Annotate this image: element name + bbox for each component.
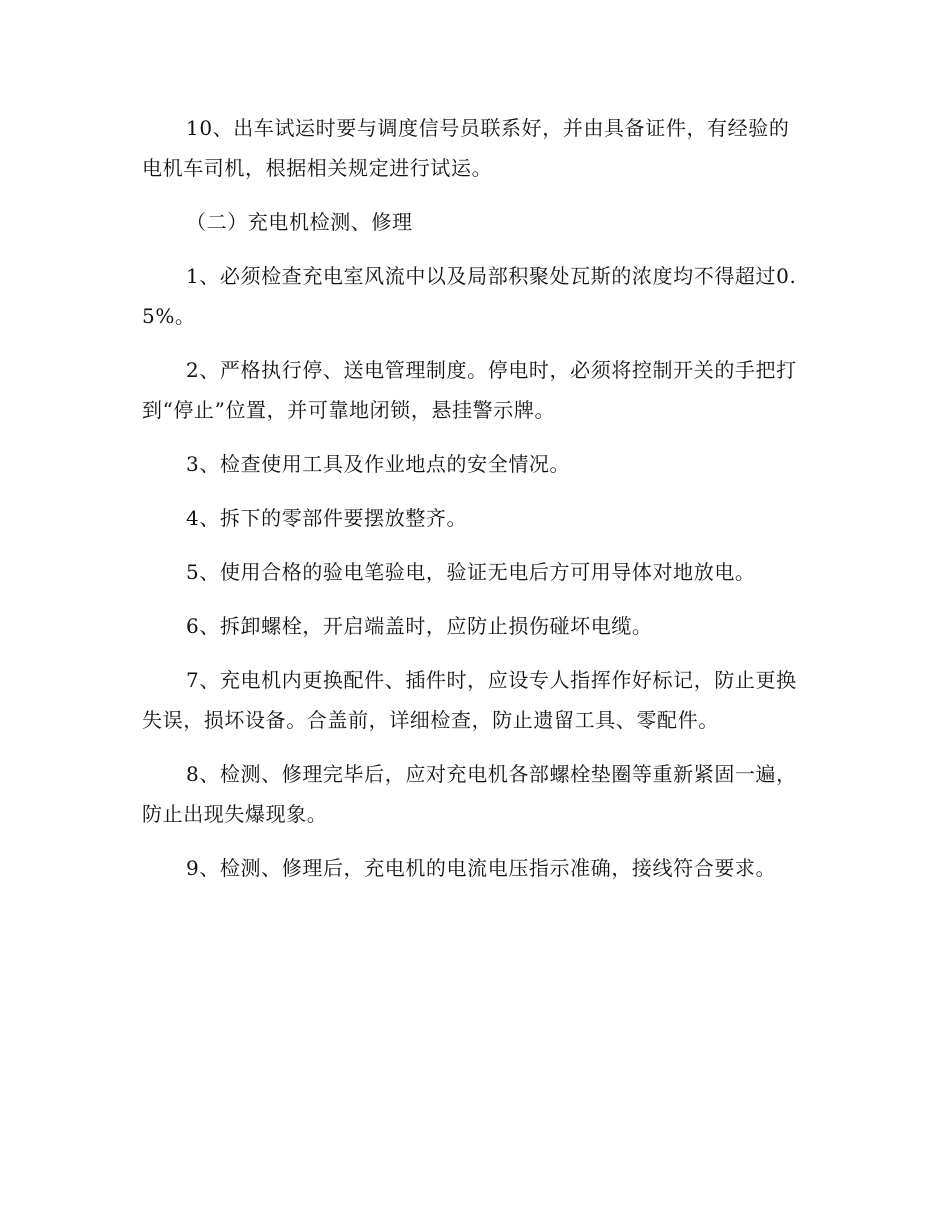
document-body bbox=[142, 108, 808, 888]
paragraph-item-4: 4、拆下的零部件要摆放整齐。 bbox=[186, 506, 468, 530]
paragraph-item-7: 7、充电机内更换配件、插件时，应设专人指挥作好标记，防止更换失误，损坏设备。合盖前，详细检查，防止遗留工具、零配件。 bbox=[142, 668, 797, 732]
paragraph-item-3: 3、检查使用工具及作业地点的安全情况。 bbox=[186, 452, 571, 476]
paragraph-item-8: 8、检测、修理完毕后，应对充电机各部螺栓垫圈等重新紧固一遍，防止出现失爆现象。 bbox=[142, 762, 797, 826]
paragraph-item-9: 9、检测、修理后，充电机的电流电压指示准确，接线符合要求。 bbox=[186, 856, 777, 880]
paragraph-item-2: 2、严格执行停、送电管理制度。停电时，必须将控制开关的手把打到“停止”位置，并可靠地闭锁，悬挂警示牌。 bbox=[142, 358, 797, 422]
paragraph-item-10: 10、出车试运时要与调度信号员联系好，并由具备证件，有经验的电机车司机，根据相关规定进行试运。 bbox=[142, 116, 790, 180]
paragraph-item-5: 5、使用合格的验电笔验电，验证无电后方可用导体对地放电。 bbox=[186, 560, 756, 584]
paragraph-item-1: 1、必须检查充电室风流中以及局部积聚处瓦斯的浓度均不得超过0.5%。 bbox=[142, 264, 797, 328]
section-heading-charger: （二）充电机检测、修理 bbox=[186, 210, 413, 234]
paragraph-item-6: 6、拆卸螺栓，开启端盖时，应防止损伤碰坏电缆。 bbox=[186, 614, 653, 638]
